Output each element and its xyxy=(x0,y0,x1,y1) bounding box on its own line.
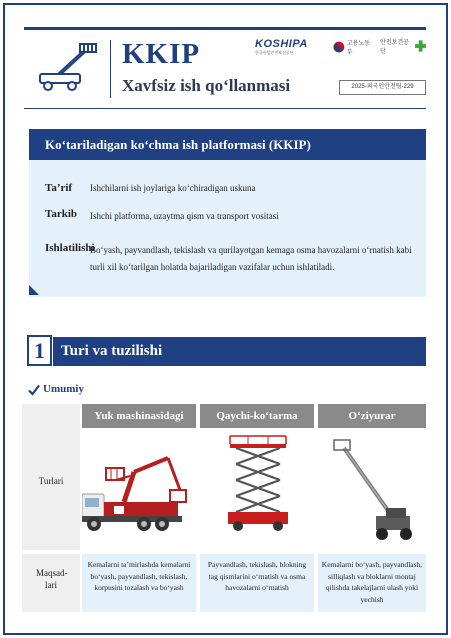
page-title: KKIP xyxy=(122,38,201,70)
definition-heading: Ko‘tariladigan ko‘chma ish platformasi (KKIP) xyxy=(29,129,426,160)
definition-label: Ta’rif xyxy=(45,182,73,194)
row-label-purposes-cell xyxy=(22,554,80,612)
koshipa-logo-subtext: 한국산업안전보건공단 xyxy=(255,50,294,55)
green-cross-icon xyxy=(415,40,426,52)
description-truck: Kemalarni ta’mirlashda kemalarni bo‘yash, payvandlash, tekislash, korpusini tozalash va bo‘yash xyxy=(82,554,196,612)
self-propelled-boom-lift-image xyxy=(318,432,426,550)
column-header-scissor: Qaychi-ko‘tarma xyxy=(200,404,314,428)
moel-logo-text: 고용노동부 xyxy=(346,41,370,56)
koshipa-logo xyxy=(255,38,321,60)
row-label-purposes: Maqsad-lari xyxy=(36,568,68,590)
page-subtitle: Xavfsiz ish qo‘llanmasi xyxy=(122,76,291,95)
definition-text: Bo‘yash, payvandlash, tekislash va qurilayotgan kemaga osma havozalarni o‘rnatish kabi turli xil ko‘tarilgan holatda bajariladigan vazifalar uchun ishlatiladi. xyxy=(90,245,412,272)
definition-label: Ishlatilishi xyxy=(45,242,95,254)
header-top-bar xyxy=(24,27,426,30)
moel-logo xyxy=(333,38,375,56)
definition-text: Ishchilarni ish joylariga ko‘chiradigan uskuna xyxy=(90,183,256,193)
header-divider xyxy=(110,40,111,98)
subsection-label: Umumiy xyxy=(43,383,84,395)
koshipa-logo-text: KOSHIPA xyxy=(255,38,308,50)
definition-text: Ishchi platforma, uzaytma qism va transport vositasi xyxy=(90,211,279,221)
kosha-logo-text: 안전보건공단 xyxy=(380,40,409,55)
definition-corner-mark xyxy=(29,285,39,295)
definition-label: Tarkib xyxy=(45,208,78,220)
row-label-types-cell xyxy=(22,404,80,550)
scissor-lift-image xyxy=(200,432,314,550)
definition-box xyxy=(29,160,426,297)
kosha-logo xyxy=(380,36,426,56)
truck-mounted-lift-image xyxy=(82,432,196,550)
description-scissor: Payvandlash, tekislash, blokning tag qismlarini o‘rnatish va osma havozalarni o‘rnatish xyxy=(200,554,314,612)
description-self-propelled: Kemalarni bo‘yash, payvandlash, silliqlash va bloklarni montaj qilishda takelajlarni ulash yoki yechish xyxy=(318,554,426,612)
column-header-self-propelled: O‘ziyurar xyxy=(318,404,426,428)
header-rule xyxy=(24,108,426,109)
column-header-truck: Yuk mashinasidagi xyxy=(82,404,196,428)
aerial-lift-icon xyxy=(36,40,102,92)
section-title: Turi va tuzilishi xyxy=(53,337,426,366)
section-number: 1 xyxy=(27,335,52,366)
document-code: 2025-외국인안전팀-229 xyxy=(339,80,426,95)
row-label-types: Turlari xyxy=(38,476,64,486)
taeguk-icon xyxy=(333,41,345,53)
checkmark-icon xyxy=(28,384,40,396)
